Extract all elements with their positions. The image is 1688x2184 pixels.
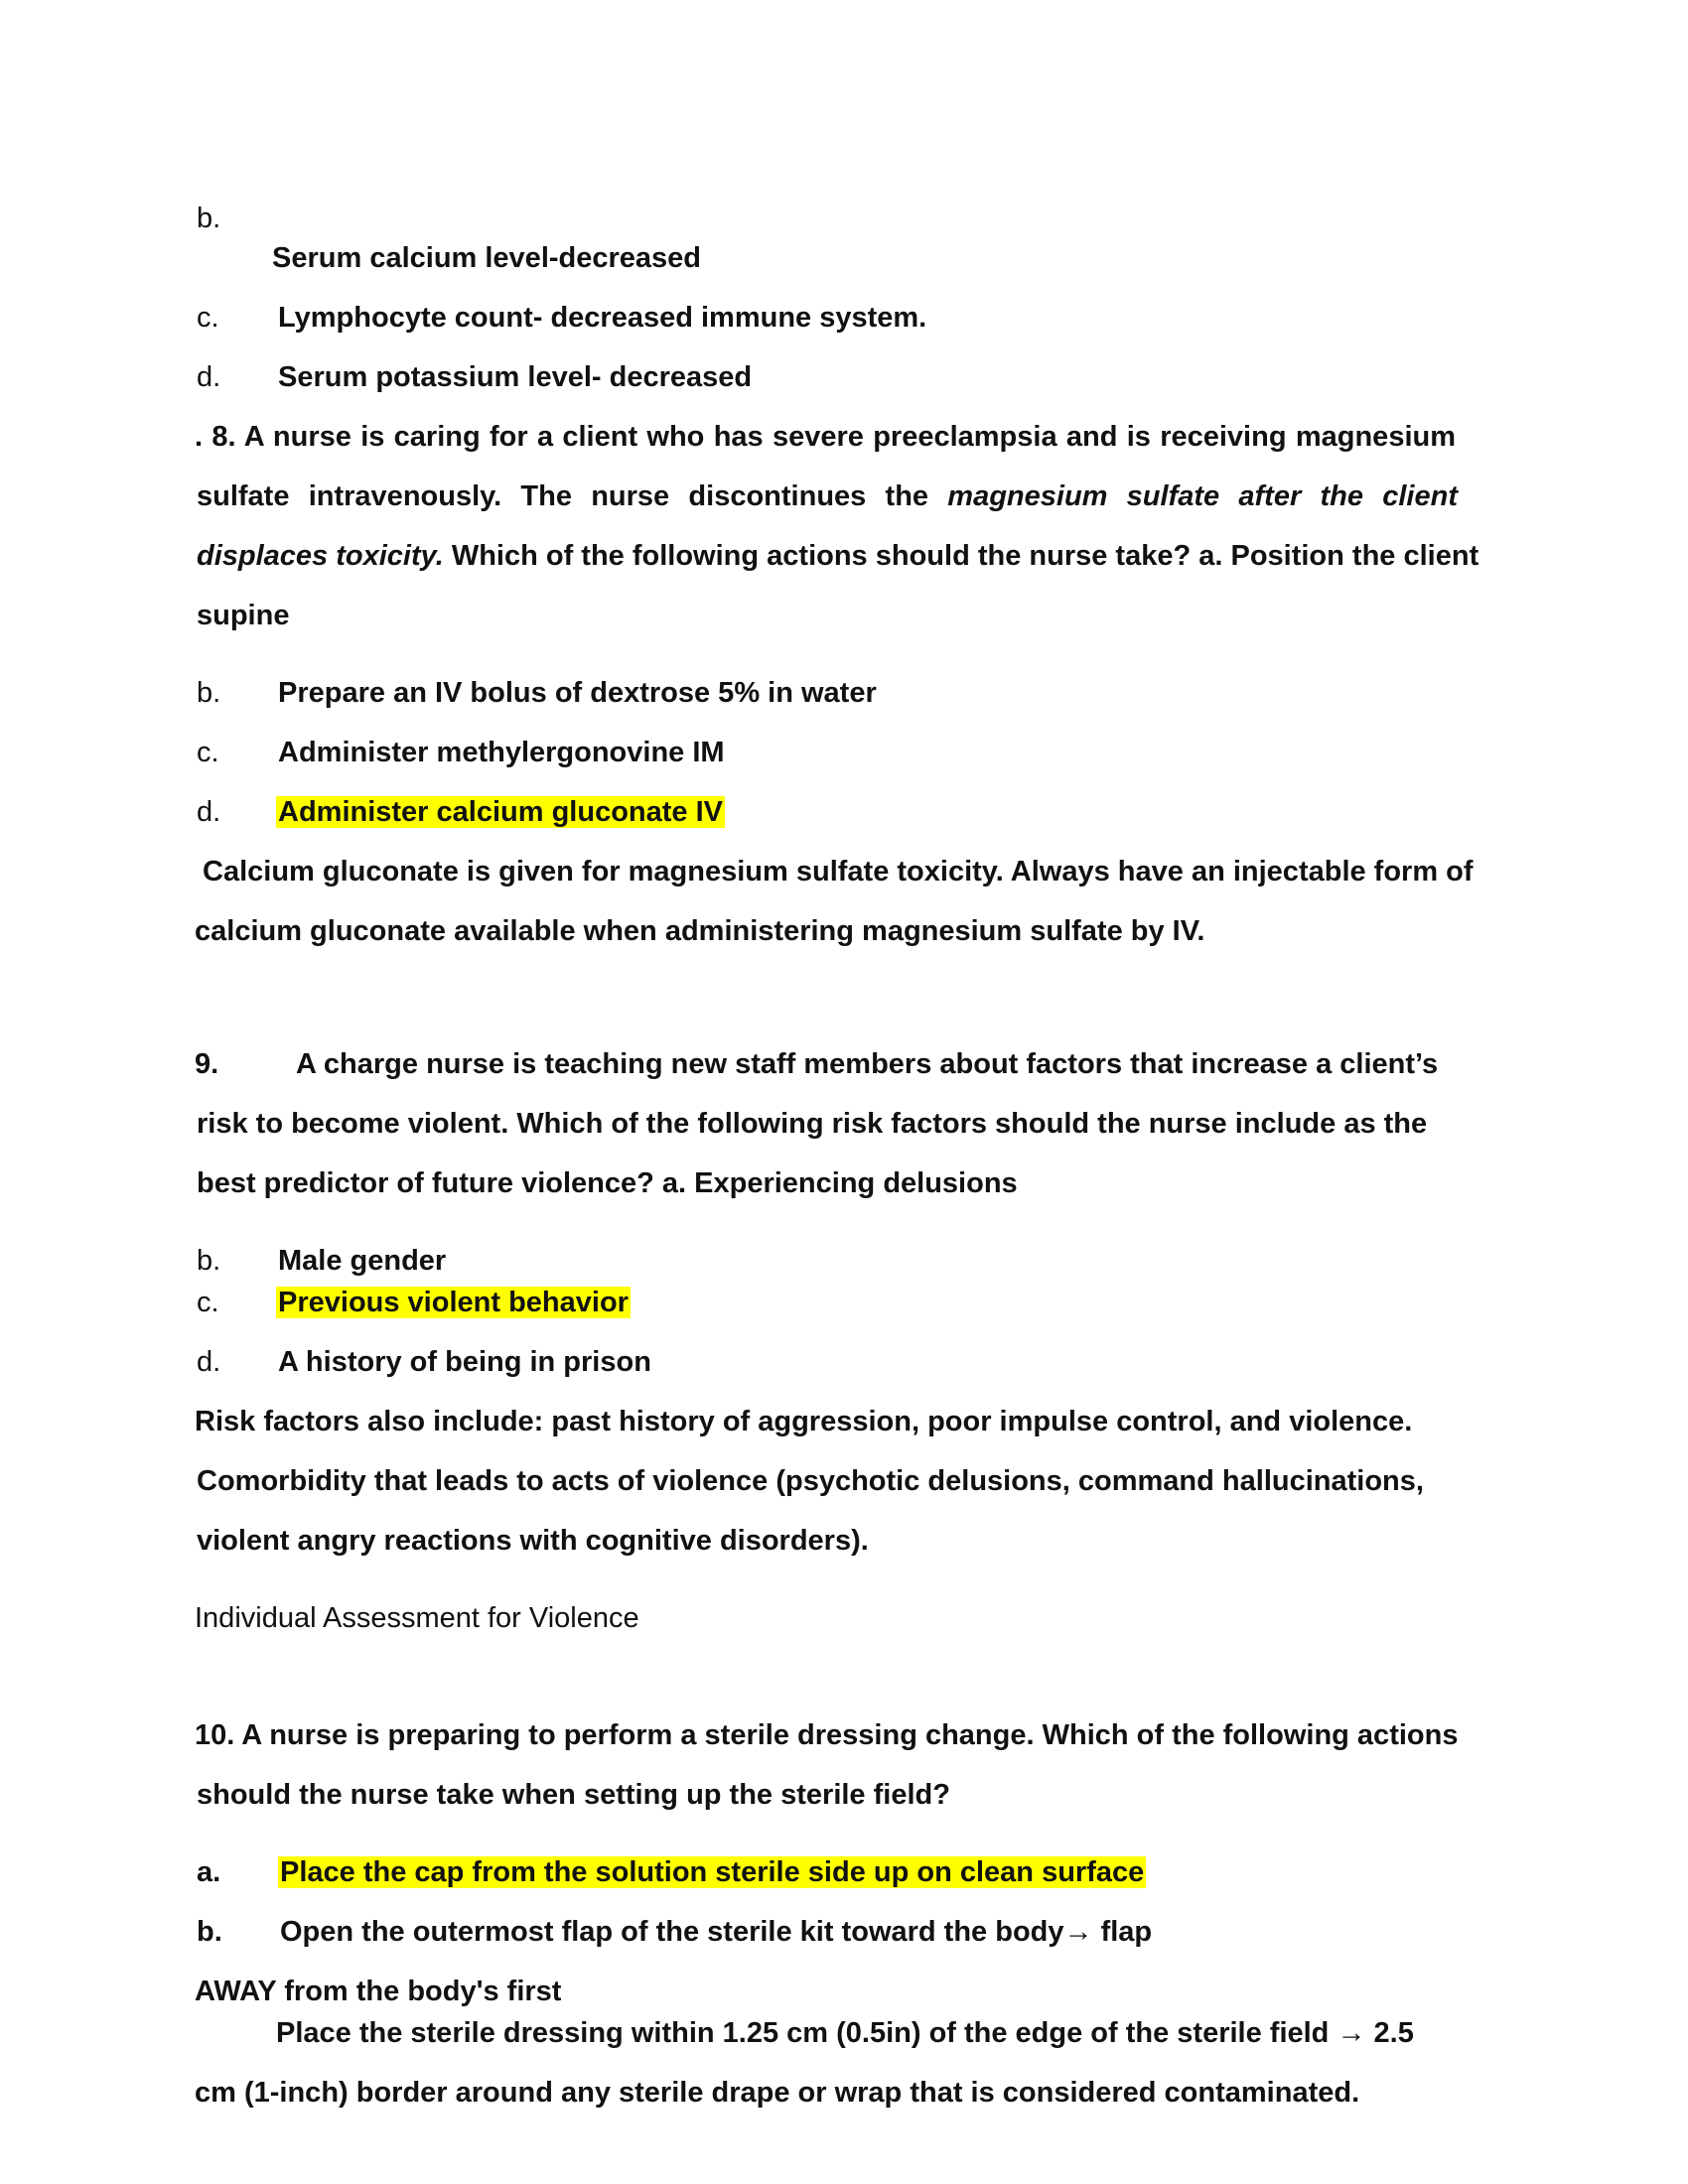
q10-stem-line1: 10. A nurse is preparing to perform a sterile dressing change. Which of the following actions: [195, 1719, 1459, 1751]
option-letter-b: b.: [197, 203, 221, 234]
q8-option-letter-d: d.: [197, 796, 221, 828]
q10-option-c-continued: cm (1-inch) border around any sterile drape or wrap that is considered contaminated.: [195, 2077, 1360, 2109]
q8-stem-line3: [197, 538, 1478, 574]
q10-correct-answer-highlight: Place the cap from the solution sterile side up on clean surface: [280, 1856, 1145, 1888]
q9-option-text-b: Male gender: [278, 1245, 447, 1277]
q10-correct-answer: [278, 1854, 1146, 1890]
q9-option-letter-d: d.: [197, 1346, 221, 1378]
q10-option-text-c: Place the sterile dressing within 1.25 cm (0.5in) of the edge of the sterile field → 2.5: [276, 2017, 1414, 2049]
q10-stem-line2: should the nurse take when setting up the sterile field?: [197, 1779, 950, 1811]
q9-stem-line2: risk to become violent. Which of the following risk factors should the nurse include as the: [197, 1108, 1428, 1140]
q8-option-letter-c: c.: [197, 737, 219, 768]
q8-stem-line4: supine: [197, 600, 290, 631]
q9-section-heading: Individual Assessment for Violence: [195, 1602, 639, 1634]
q10-option-letter-a: a.: [197, 1856, 221, 1888]
q8-stem-line2-italic: magnesium sulfate after the client: [947, 480, 1458, 512]
q8-correct-answer-highlight: Administer calcium gluconate IV: [278, 796, 723, 828]
option-text-b: Serum calcium level-decreased: [272, 242, 702, 274]
q9-stem-line3: best predictor of future violence? a. Experiencing delusions: [197, 1167, 1018, 1199]
q8-option-text-c: Administer methylergonovine IM: [278, 737, 725, 768]
q8-stem-line1: . 8. A nurse is caring for a client who has severe preeclampsia and is receiving magnesium: [195, 421, 1456, 453]
q9-option-text-d: A history of being in prison: [278, 1346, 651, 1378]
q9-note-line2: Comorbidity that leads to acts of violence (psychotic delusions, command hallucinations,: [197, 1465, 1424, 1497]
option-letter-d: d.: [197, 361, 221, 393]
q10-option-text-b: Open the outermost flap of the sterile kit toward the body→ flap: [280, 1916, 1153, 1948]
q9-option-letter-b: b.: [197, 1245, 221, 1277]
q9-correct-answer-highlight: Previous violent behavior: [278, 1287, 629, 1318]
q9-number: 9.: [195, 1048, 219, 1080]
q8-stem-line3-text: Which of the following actions should the nurse take? a. Position the client: [443, 540, 1479, 572]
q8-correct-answer: [276, 794, 725, 830]
q9-note-line3: violent angry reactions with cognitive disorders).: [197, 1525, 869, 1557]
q8-stem-line2-text: sulfate intravenously. The nurse discontinues the: [197, 480, 948, 512]
q9-stem-line1: A charge nurse is teaching new staff members about factors that increase a client’s: [296, 1048, 1439, 1080]
q9-correct-answer: [276, 1285, 631, 1320]
option-letter-c: c.: [197, 302, 219, 334]
q10-option-b-continued: AWAY from the body's first: [195, 1976, 562, 2007]
q8-rationale-line2: calcium gluconate available when administering magnesium sulfate by IV.: [195, 915, 1205, 947]
option-text-d: Serum potassium level- decreased: [278, 361, 753, 393]
q8-stem-line2: [197, 478, 1458, 514]
q8-option-letter-b: b.: [197, 677, 221, 709]
q10-option-letter-b: b.: [197, 1916, 222, 1948]
option-text-c: Lymphocyte count- decreased immune system.: [278, 302, 927, 334]
q9-option-letter-c: c.: [197, 1287, 219, 1318]
q8-stem-line3-italic: displaces toxicity.: [197, 540, 444, 572]
q8-rationale-line1: Calcium gluconate is given for magnesium sulfate toxicity. Always have an injectable form of: [203, 856, 1474, 887]
q8-option-text-b: Prepare an IV bolus of dextrose 5% in water: [278, 677, 877, 709]
q9-note-line1: Risk factors also include: past history of aggression, poor impulse control, and violence.: [195, 1406, 1413, 1437]
